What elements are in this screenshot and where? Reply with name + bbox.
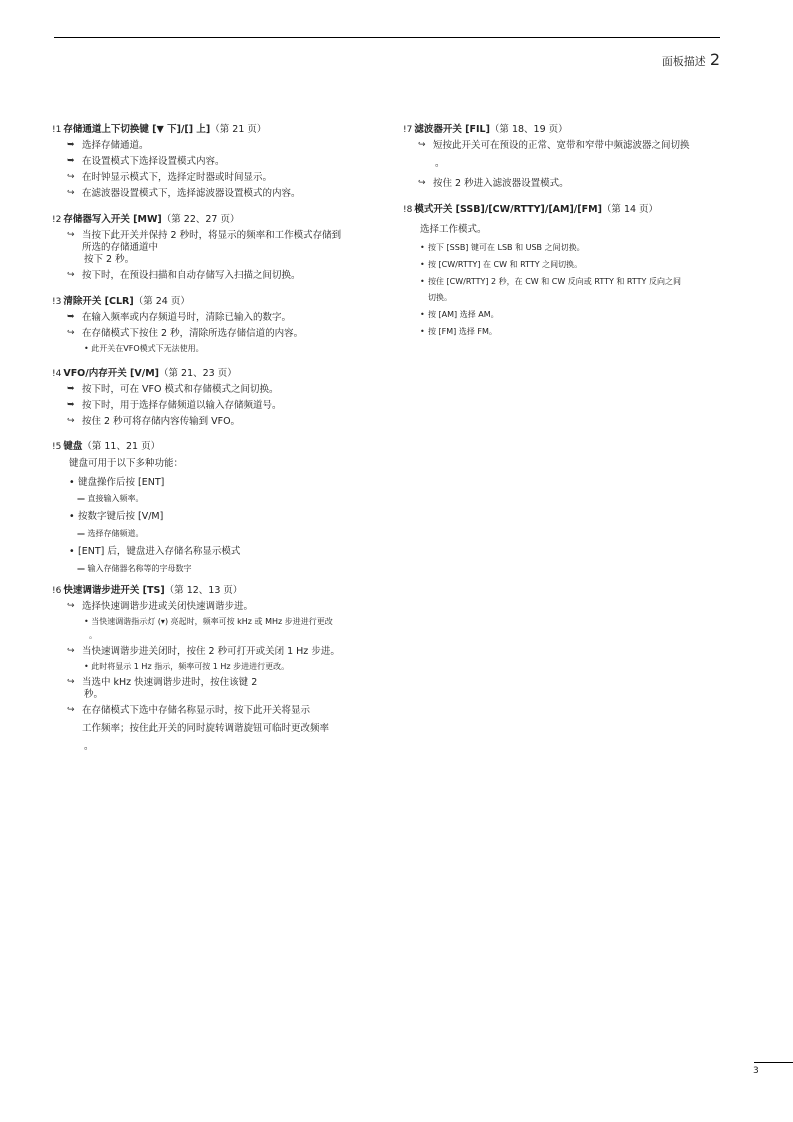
hold-arrow-icon: ↪ xyxy=(67,172,75,182)
bullet-icon: • xyxy=(420,243,425,252)
bullet-item xyxy=(52,511,392,523)
item-text: 当按下此开关并保持 2 秒时，将显示的频率和工作模式存储到 xyxy=(82,230,342,241)
footer-rule xyxy=(754,1062,793,1063)
item-text: 切换。 xyxy=(428,293,452,302)
note-text xyxy=(52,617,392,641)
list-item xyxy=(52,172,392,184)
item-text: 按 [CW/RTTY] 在 CW 和 RTTY 之间切换。 xyxy=(428,260,583,269)
hold-arrow-icon: ↪ xyxy=(418,178,426,188)
item-text: 。 xyxy=(84,740,94,752)
page-reference: （第 14 页） xyxy=(601,203,659,215)
list-item xyxy=(52,601,392,613)
bullet-icon: • xyxy=(420,260,425,269)
bullet-icon: • xyxy=(420,310,425,319)
push-arrow-icon: ➥ xyxy=(67,140,75,151)
right-column xyxy=(403,124,733,351)
bullet-icon: • xyxy=(69,511,75,523)
push-arrow-icon: ➥ xyxy=(67,311,75,322)
list-item xyxy=(52,188,392,200)
section-title-text: 清除开关 [CLR] xyxy=(63,295,134,307)
intro-text: 键盘可用于以下多种功能： xyxy=(69,457,184,469)
hold-arrow-icon: ↪ xyxy=(67,327,75,338)
header-rule xyxy=(54,37,720,38)
item-text: 在设置模式下选择设置模式内容。 xyxy=(82,156,225,168)
section-title-text: 键盘 xyxy=(63,441,83,453)
bullet-icon: • xyxy=(420,327,425,336)
item-text: 按 [AM] 选择 AM。 xyxy=(428,310,499,319)
item-text: 按下时，用于选择存储频道以输入存储频道号。 xyxy=(82,399,282,411)
hold-arrow-icon: ↪ xyxy=(67,646,75,657)
list-item xyxy=(52,400,392,412)
section-number: !7 xyxy=(403,125,413,135)
list-item xyxy=(52,230,392,266)
item-text: 选择存储通道。 xyxy=(82,140,149,152)
section-title xyxy=(403,124,733,136)
section-title-text: 快速调谐步进开关 [TS] xyxy=(63,585,165,597)
item-text: 按下时，在预设扫描和自动存储写入扫描之间切换。 xyxy=(82,269,301,281)
bullet-item xyxy=(403,310,733,320)
hold-arrow-icon: ↪ xyxy=(67,677,75,688)
bullet-item xyxy=(403,243,733,253)
page-number: 3 xyxy=(753,1066,759,1076)
item-text: 直接输入频率。 xyxy=(87,494,144,504)
item-text: 在存储模式下选中存储名称显示时，按下此开关将显示 xyxy=(82,704,311,716)
section-title-text: 模式开关 [SSB]/[CW/RTTY]/[AM]/[FM] xyxy=(414,203,602,215)
page-reference: （第 21 页） xyxy=(210,124,267,135)
item-text: 按住 2 秒进入滤波器设置模式。 xyxy=(433,178,569,189)
section-title xyxy=(52,124,392,136)
dash-item xyxy=(52,529,392,539)
page-reference: （第 11、21 页） xyxy=(82,441,161,453)
section-number: !5 xyxy=(52,442,62,453)
item-text: 输入存储器名称等的字母数字 xyxy=(87,564,192,574)
list-item xyxy=(52,705,392,753)
list-item xyxy=(52,677,392,701)
dash-icon: — xyxy=(77,494,85,504)
hold-arrow-icon: ↪ xyxy=(418,140,426,151)
push-arrow-icon: ➥ xyxy=(67,399,75,410)
section-number: !2 xyxy=(52,214,62,225)
item-text: 按下 2 秒。 xyxy=(84,253,135,265)
item-text: 。 xyxy=(435,158,445,170)
list-item xyxy=(52,646,392,658)
hold-arrow-icon: ↪ xyxy=(67,269,75,280)
item-text: 当选中 kHz 快速调谐步进时，按住该键 2 xyxy=(82,677,258,689)
hold-arrow-icon: ↪ xyxy=(67,415,75,426)
left-column xyxy=(52,124,392,767)
item-text: 工作频率；按住此开关的同时旋转调谐旋钮可临时更改频率 xyxy=(82,722,330,734)
bullet-item xyxy=(403,277,733,303)
section-number: !3 xyxy=(52,296,62,307)
section-title xyxy=(52,296,392,308)
item-text: 选择存储频道。 xyxy=(87,529,144,539)
page-reference: （第 12、13 页） xyxy=(164,585,243,597)
item-text: [ENT] 后，键盘进入存储名称显示模式 xyxy=(78,546,241,558)
hold-arrow-icon: ↪ xyxy=(67,601,75,612)
section-title-text: 存储通道上下切换键 [▼ 下]/[] 上] xyxy=(63,124,211,135)
section-number: !8 xyxy=(403,204,413,215)
section-mode xyxy=(403,204,733,337)
list-item xyxy=(52,328,392,340)
item-text: 当快速调谐步进关闭时，按住 2 秒可打开或关闭 1 Hz 步进。 xyxy=(82,646,340,658)
list-item xyxy=(403,140,733,170)
bullet-icon: • xyxy=(69,476,75,488)
dash-item xyxy=(52,494,392,504)
section-filter xyxy=(403,124,733,190)
bullet-item xyxy=(403,327,733,337)
item-text: 秒。 xyxy=(84,689,104,700)
section-title-text: 滤波器开关 [FIL] xyxy=(414,124,490,135)
list-item xyxy=(52,416,392,428)
note-text: • 此时将显示 1 Hz 指示，频率可按 1 Hz 步进进行更改。 xyxy=(84,662,290,672)
page-reference: （第 24 页） xyxy=(133,295,190,307)
item-text: 按数字键后按 [V/M] xyxy=(78,511,164,523)
page-reference: （第 18、19 页） xyxy=(489,124,568,135)
list-item xyxy=(52,384,392,396)
dash-icon: — xyxy=(77,529,85,539)
item-text: 按下时，可在 VFO 模式和存储模式之间切换。 xyxy=(82,383,279,395)
item-text: 按住 [CW/RTTY] 2 秒，在 CW 和 CW 反向或 RTTY 和 RTTY 反向之间 xyxy=(428,277,681,286)
push-arrow-icon: ➥ xyxy=(67,383,75,394)
item-text: 按住 2 秒可将存储内容传输到 VFO。 xyxy=(82,415,241,427)
page-header xyxy=(662,50,720,70)
item-text: 在时钟显示模式下，选择定时器或时间显示。 xyxy=(82,172,273,183)
note-line: • 当快速调谐指示灯 (▾) 亮起时，频率可按 kHz 或 MHz 步进进行更改 xyxy=(84,617,333,627)
hold-arrow-icon: ↪ xyxy=(67,704,75,715)
bullet-item xyxy=(403,260,733,270)
section-clear xyxy=(52,296,392,354)
section-memory-write xyxy=(52,214,392,282)
dash-item xyxy=(52,564,392,574)
section-number: !1 xyxy=(52,125,62,135)
section-title xyxy=(52,441,392,453)
list-item xyxy=(52,140,392,152)
list-item xyxy=(403,178,733,190)
bullet-icon: • xyxy=(69,546,75,558)
item-text: 所选的存储通道中 xyxy=(82,241,159,253)
hold-arrow-icon: ↪ xyxy=(67,187,75,198)
header-title: 面板描述 xyxy=(661,55,706,68)
page-reference: （第 22、27 页） xyxy=(161,213,240,225)
item-text: 选择快速调谐步进或关闭快速调谐步进。 xyxy=(82,601,254,613)
bullet-item xyxy=(52,546,392,558)
page-reference: （第 21、23 页） xyxy=(159,367,237,379)
section-title xyxy=(52,585,392,597)
item-text: 按下 [SSB] 键可在 LSB 和 USB 之间切换。 xyxy=(428,243,585,252)
bullet-icon: • xyxy=(420,277,425,286)
list-item xyxy=(52,312,392,324)
dash-icon: — xyxy=(77,564,85,574)
push-arrow-icon: ➥ xyxy=(67,156,75,167)
section-title xyxy=(403,204,733,216)
section-memory-updown xyxy=(52,124,392,200)
item-text: 短按此开关可在预设的正常、宽带和窄带中频滤波器之间切换 xyxy=(433,140,690,152)
note-line: 。 xyxy=(89,631,97,641)
item-text: 在存储模式下按住 2 秒，清除所选存储信道的内容。 xyxy=(82,327,304,339)
section-keypad xyxy=(52,441,392,574)
section-title-text: 存储器写入开关 [MW] xyxy=(63,213,162,225)
item-text: 在滤波器设置模式下，选择滤波器设置模式的内容。 xyxy=(82,187,301,199)
section-title-text: VFO/内存开关 [V/M] xyxy=(63,367,159,379)
section-tuning-step xyxy=(52,585,392,752)
item-text: 按 [FM] 选择 FM。 xyxy=(428,327,497,336)
section-title xyxy=(52,368,392,380)
bullet-item xyxy=(52,477,392,489)
note-text: • 此开关在VFO模式下无法使用。 xyxy=(84,343,204,353)
list-item xyxy=(52,270,392,282)
chapter-number: 2 xyxy=(709,50,720,69)
item-text: 在输入频率或内存频道号时，清除已输入的数字。 xyxy=(82,311,292,323)
item-text: 键盘操作后按 [ENT] xyxy=(78,476,165,488)
list-item xyxy=(52,156,392,168)
section-number: !4 xyxy=(52,368,62,379)
section-title xyxy=(52,214,392,226)
hold-arrow-icon: ↪ xyxy=(67,230,75,240)
intro-text: 选择工作模式。 xyxy=(420,224,487,236)
section-number: !6 xyxy=(52,586,62,597)
section-vfo-memory xyxy=(52,368,392,428)
